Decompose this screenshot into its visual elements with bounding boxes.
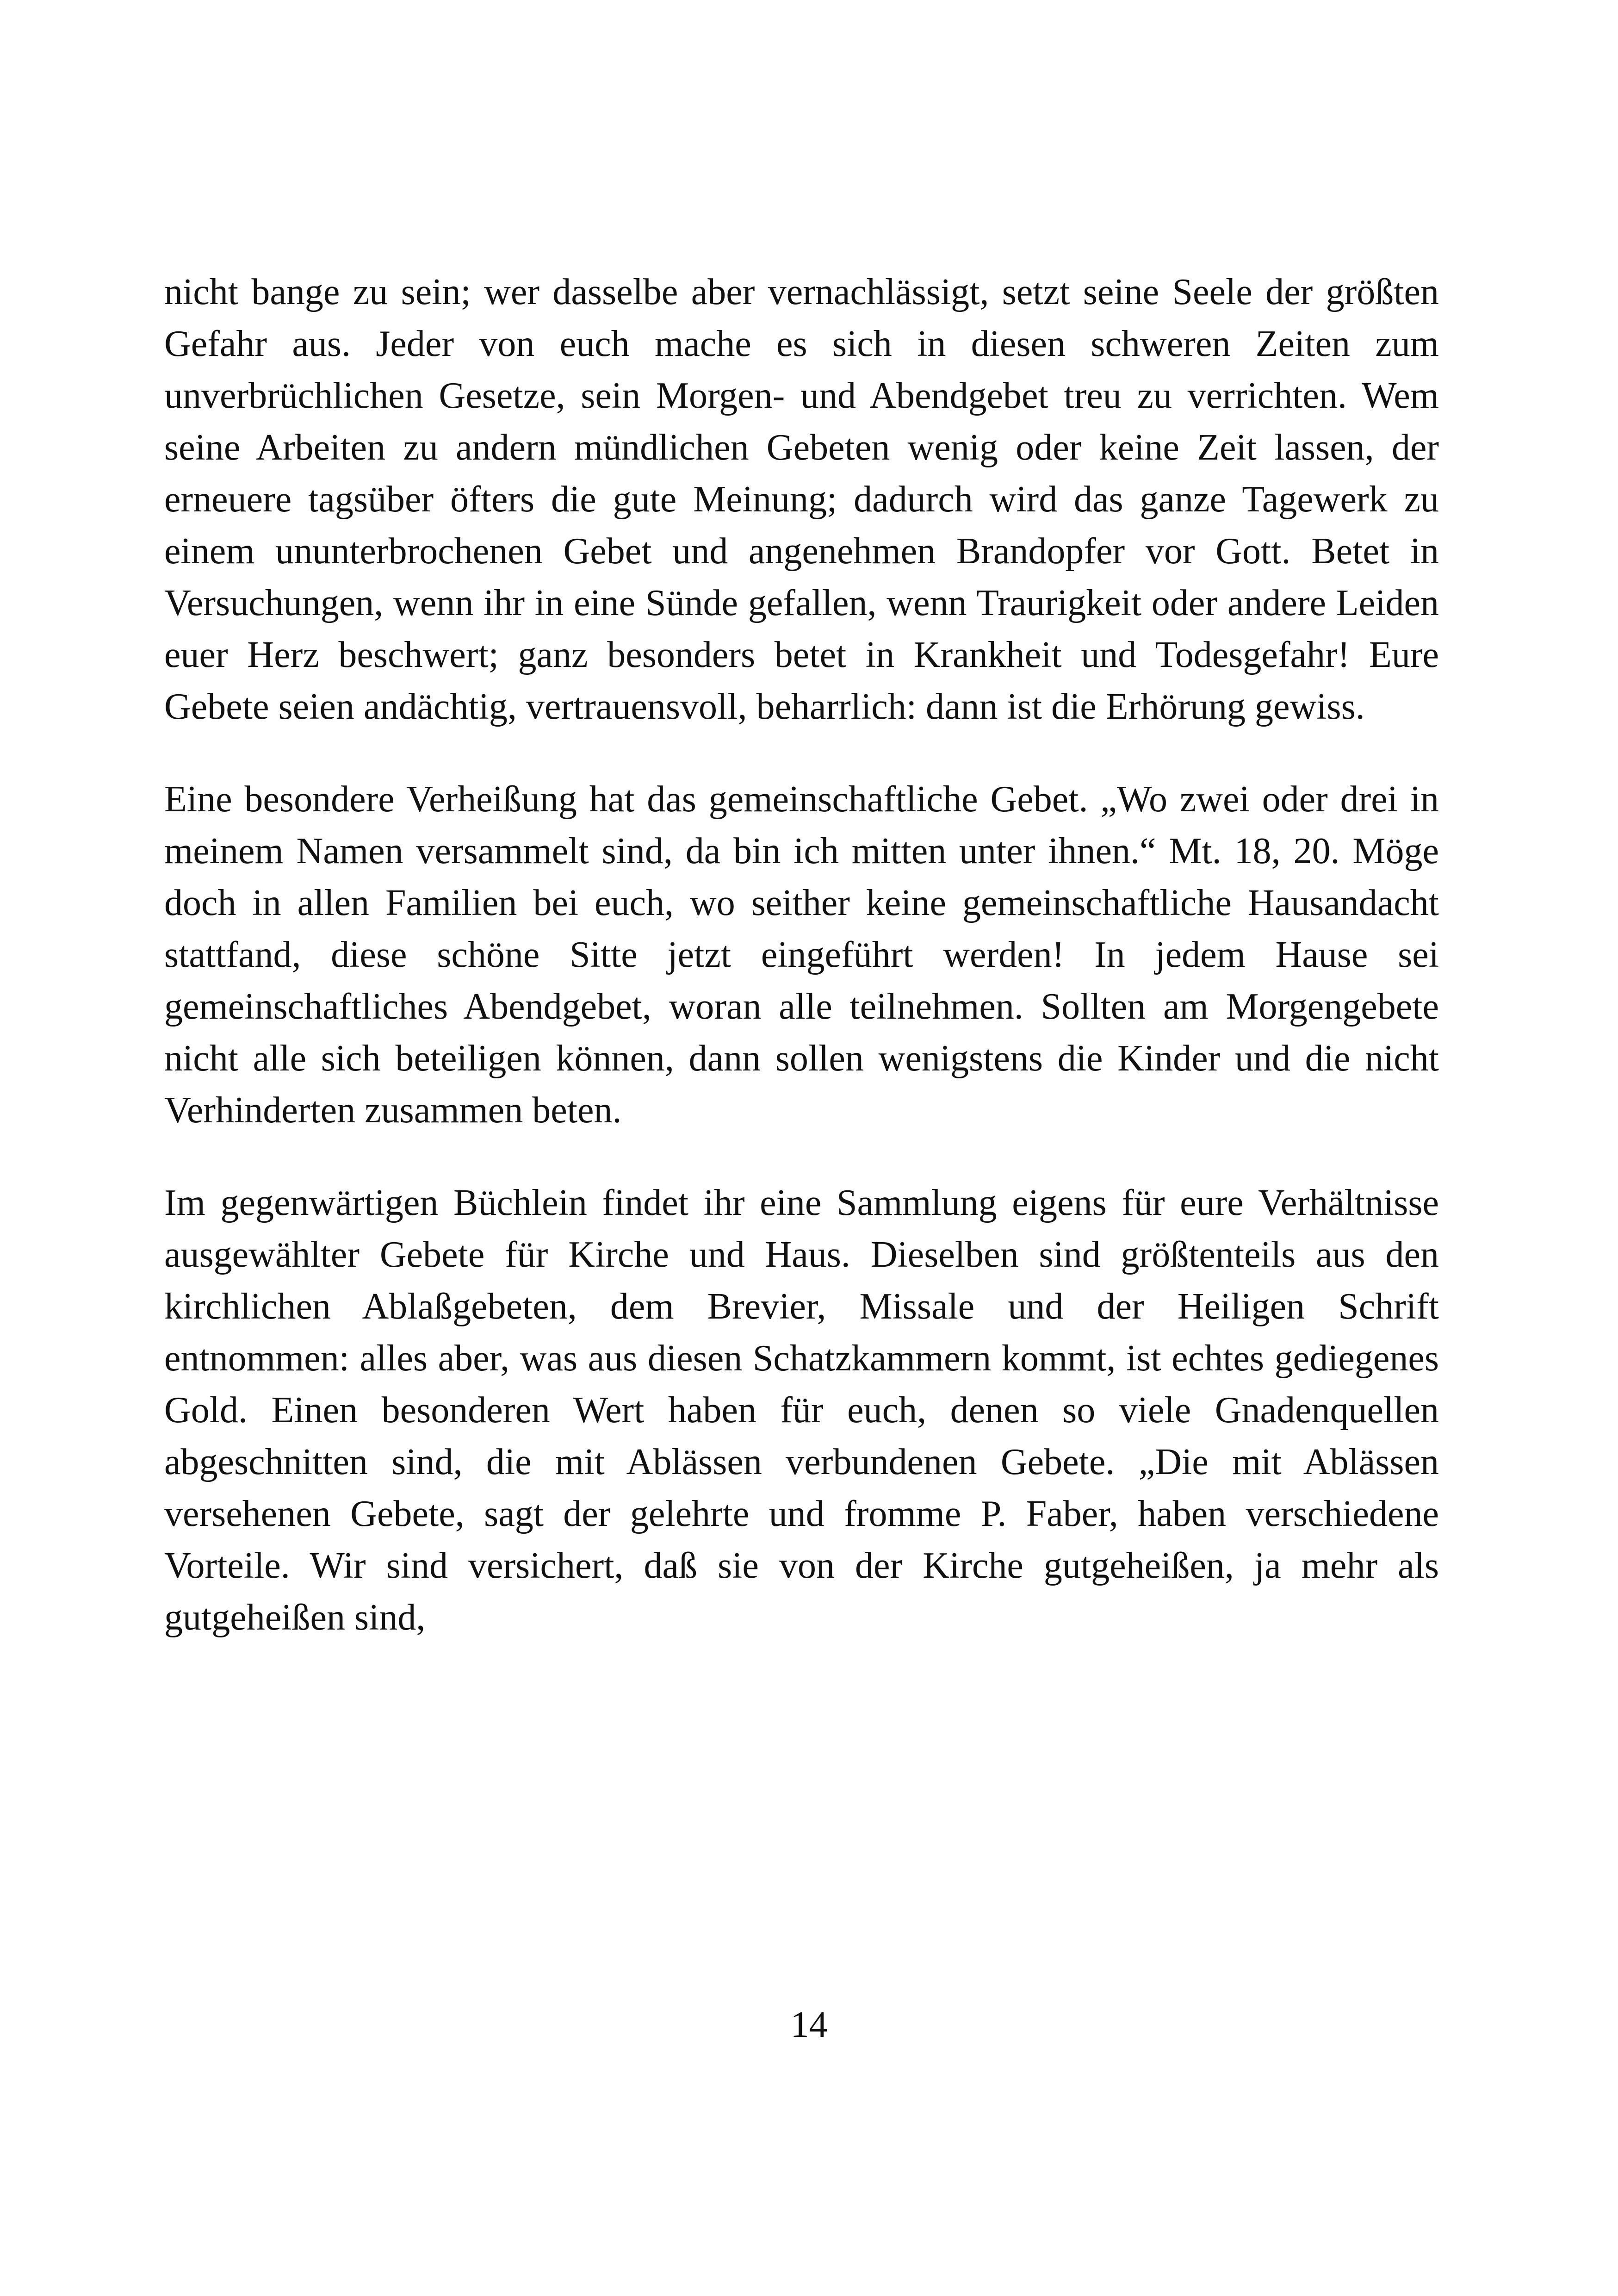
paragraph-1: nicht bange zu sein; wer dasselbe aber vernachlässigt, setzt seine Seele der größten Gefahr aus. Jeder von euch mache es sich in diesen schweren Zeiten zum unverbrüchlichen Gesetze, sein Morgen- und Abendgebet treu zu verrichten. Wem seine Arbeiten zu andern mündlichen Gebeten wenig oder keine Zeit lassen, der erneuere tagsüber öfters die gute Meinung; dadurch wird das ganze Tagewerk zu einem ununterbrochenen Gebet und angenehmen Brandopfer vor Gott. Betet in Versuchungen, wenn ihr in eine Sünde gefallen, wenn Traurigkeit oder andere Leiden euer Herz beschwert; ganz besonders betet in Krankheit und Todesgefahr! Eure Gebete seien andächtig, vertrauensvoll, beharrlich: dann ist die Erhörung gewiss. [164, 272, 1439, 727]
page-number: 14 [790, 2004, 828, 2045]
body-text [164, 266, 1439, 1643]
paragraph-2: Eine besondere Verheißung hat das gemeinschaftliche Gebet. „Wo zwei oder drei in meinem Namen versammelt sind, da bin ich mitten unter ihnen.“ Mt. 18, 20. Möge doch in allen Familien bei euch, wo seither keine gemeinschaftliche Hausandacht stattfand, diese schöne Sitte jetzt eingeführt werden! In jedem Hause sei gemeinschaftliches Abendgebet, woran alle teilnehmen. Sollten am Morgengebete nicht alle sich beteiligen können, dann sollen wenigstens die Kinder und die nicht Verhinderten zusammen beten. [164, 779, 1439, 1131]
paragraph-3: Im gegenwärtigen Büchlein findet ihr eine Sammlung eigens für eure Verhältnisse ausgewählter Gebete für Kirche und Haus. Dieselben sind größtenteils aus den kirchlichen Ablaßgebeten, dem Brevier, Missale und der Heiligen Schrift entnommen: alles aber, was aus diesen Schatzkammern kommt, ist echtes gediegenes Gold. Einen besonderen Wert haben für euch, denen so viele Gnadenquellen abgeschnitten sind, die mit Ablässen verbundenen Gebete. „Die mit Ablässen versehenen Gebete, sagt der gelehrte und fromme P. Faber, haben verschiedene Vorteile. Wir sind versichert, daß sie von der Kirche gutgeheißen, ja mehr als gutgeheißen sind, [164, 1182, 1439, 1638]
